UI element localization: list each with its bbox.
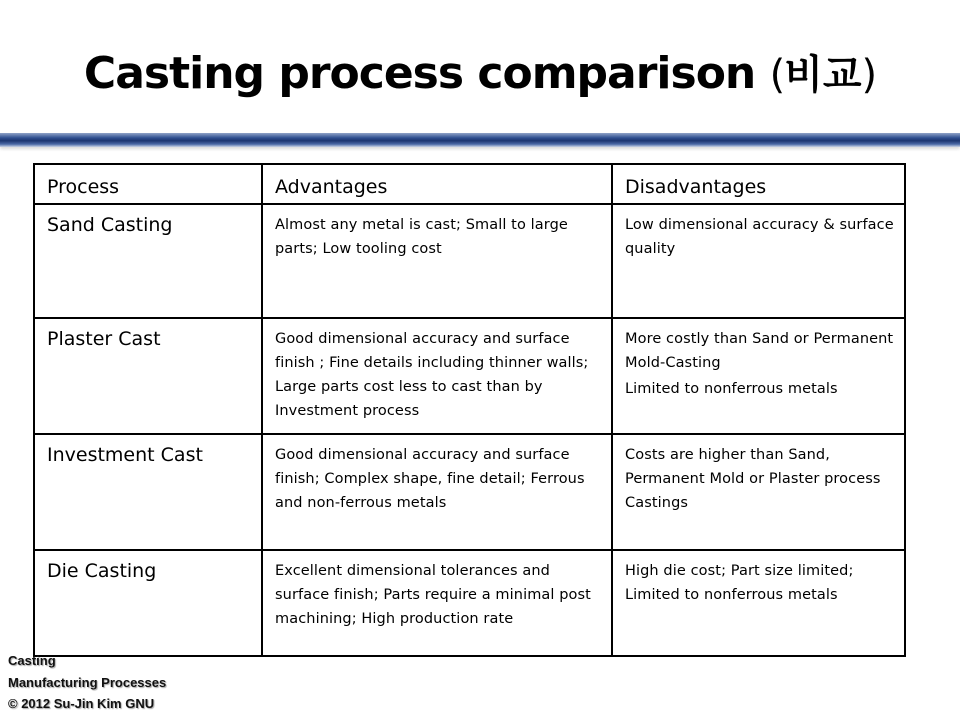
comparison-table — [33, 163, 906, 657]
disadvantages-cell — [612, 204, 905, 318]
process-cell: Die Casting — [34, 550, 262, 656]
disadvantages-cell — [612, 318, 905, 434]
advantages-cell: Almost any metal is cast; Small to large parts; Low tooling cost — [262, 204, 612, 318]
table-row — [34, 204, 905, 318]
title-korean: 비교 — [784, 52, 862, 98]
title-open-paren: ( — [769, 52, 785, 98]
table-row — [34, 550, 905, 656]
disadvantage-text: Low dimensional accuracy & surface quality — [625, 217, 894, 257]
advantages-cell: Good dimensional accuracy and surface finish ; Fine details including thinner walls; Large parts cost less to cast than by Investment process — [262, 318, 612, 434]
footer-copyright: © 2012 Su-Jin Kim GNU — [8, 696, 155, 711]
disadvantages-cell — [612, 434, 905, 550]
header-process: Process — [34, 164, 262, 204]
header-advantages: Advantages — [262, 164, 612, 204]
table-row — [34, 434, 905, 550]
disadvantage-text: High die cost; Part size limited; Limited to nonferrous metals — [625, 563, 854, 604]
header-disadvantages: Disadvantages — [612, 164, 905, 204]
disadvantage-text: More costly than Sand or Permanent Mold-Casting — [625, 331, 894, 372]
advantages-cell: Good dimensional accuracy and surface finish; Complex shape, fine detail; Ferrous and non-ferrous metals — [262, 434, 612, 550]
slide-title — [0, 34, 960, 115]
disadvantages-cell — [612, 550, 905, 656]
table-header-row — [34, 164, 905, 204]
process-cell: Plaster Cast — [34, 318, 262, 434]
table-row — [34, 318, 905, 434]
disadvantage-text: Costs are higher than Sand, Permanent Mold or Plaster process Castings — [625, 447, 881, 512]
title-divider-bar — [0, 133, 960, 147]
title-close-paren: ) — [861, 52, 877, 98]
footer-course: Manufacturing Processes — [8, 674, 167, 690]
process-cell: Sand Casting — [34, 204, 262, 318]
footer-topic: Casting — [8, 653, 56, 668]
advantages-cell: Excellent dimensional tolerances and surface finish; Parts require a minimal post machining; High production rate — [262, 550, 612, 656]
title-main: Casting process comparison — [83, 48, 756, 99]
slide-footer — [8, 650, 308, 715]
process-cell: Investment Cast — [34, 434, 262, 550]
disadvantage-text: Limited to nonferrous metals — [625, 381, 838, 398]
